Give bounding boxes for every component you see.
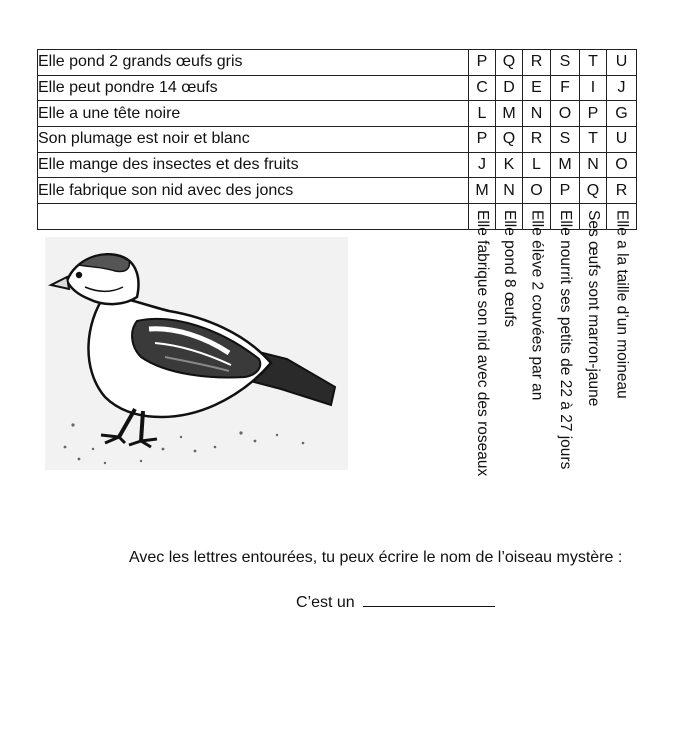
vertical-statement: Elle élève 2 couvées par an: [528, 210, 546, 401]
letter-cell[interactable]: O: [523, 178, 551, 204]
statement-cell: Son plumage est noir et blanc: [38, 127, 469, 153]
letter-cell[interactable]: N: [523, 101, 551, 127]
letter-cell[interactable]: K: [496, 152, 523, 178]
vertical-statement: Elle fabrique son nid avec des roseaux: [473, 210, 491, 477]
letter-cell[interactable]: R: [607, 178, 637, 204]
letter-cell[interactable]: J: [469, 152, 496, 178]
answer-line: [296, 591, 495, 612]
vertical-statement-cell: [580, 204, 607, 407]
letter-cell[interactable]: P: [551, 178, 580, 204]
quiz-row: [38, 101, 637, 127]
answer-blank[interactable]: [363, 591, 495, 607]
letter-cell[interactable]: E: [523, 75, 551, 101]
letter-cell[interactable]: T: [580, 50, 607, 76]
quiz-row: [38, 75, 637, 101]
quiz-row: [38, 152, 637, 178]
vertical-statement-cell: [551, 204, 580, 470]
letter-cell[interactable]: C: [469, 75, 496, 101]
quiz-table: [37, 49, 637, 477]
statement-cell: Elle pond 2 grands œufs gris: [38, 50, 469, 76]
statement-cell: Elle mange des insectes et des fruits: [38, 152, 469, 178]
letter-cell[interactable]: O: [551, 101, 580, 127]
letter-cell[interactable]: R: [523, 50, 551, 76]
letter-cell[interactable]: P: [469, 50, 496, 76]
letter-cell[interactable]: N: [496, 178, 523, 204]
letter-cell[interactable]: Q: [496, 50, 523, 76]
letter-cell[interactable]: F: [551, 75, 580, 101]
statement-cell: Elle a une tête noire: [38, 101, 469, 127]
instruction-text: Avec les lettres entourées, tu peux écrire le nom de l’oiseau mystère :: [129, 549, 623, 566]
vertical-statement-cell: [496, 204, 523, 328]
vertical-statement: Ses œufs sont marron-jaune: [584, 210, 602, 407]
letter-cell[interactable]: M: [551, 152, 580, 178]
letter-cell[interactable]: U: [607, 50, 637, 76]
letter-cell[interactable]: I: [580, 75, 607, 101]
letter-cell[interactable]: L: [469, 101, 496, 127]
letter-cell[interactable]: R: [523, 127, 551, 153]
bird-picture: [45, 237, 348, 470]
bird-illustration: [45, 237, 348, 470]
letter-cell[interactable]: O: [607, 152, 637, 178]
letter-cell[interactable]: L: [523, 152, 551, 178]
statement-cell: Elle fabrique son nid avec des joncs: [38, 178, 469, 204]
vertical-statement-cell: [469, 204, 496, 477]
letter-cell[interactable]: U: [607, 127, 637, 153]
letter-cell[interactable]: P: [469, 127, 496, 153]
image-cell: [38, 204, 469, 230]
letter-cell[interactable]: J: [607, 75, 637, 101]
letter-cell[interactable]: G: [607, 101, 637, 127]
quiz-row: [38, 178, 637, 204]
vertical-statement: Elle nourrit ses petits de 22 à 27 jours: [556, 210, 574, 470]
letter-cell[interactable]: D: [496, 75, 523, 101]
quiz-row: [38, 50, 637, 76]
letter-cell[interactable]: S: [551, 127, 580, 153]
letter-cell[interactable]: Q: [496, 127, 523, 153]
answer-prefix: C’est un: [296, 594, 355, 611]
letter-cell[interactable]: M: [469, 178, 496, 204]
vertical-statement: Elle a la taille d’un moineau: [613, 210, 631, 399]
letter-cell[interactable]: S: [551, 50, 580, 76]
vertical-statement-cell: [523, 204, 551, 401]
letter-cell[interactable]: P: [580, 101, 607, 127]
quiz-row: [38, 127, 637, 153]
letter-cell[interactable]: Q: [580, 178, 607, 204]
letter-cell[interactable]: T: [580, 127, 607, 153]
letter-cell[interactable]: M: [496, 101, 523, 127]
vertical-statement: Elle pond 8 œufs: [500, 210, 518, 328]
vertical-statement-cell: [607, 204, 637, 399]
picture-row: [38, 204, 637, 230]
letter-cell[interactable]: N: [580, 152, 607, 178]
statement-cell: Elle peut pondre 14 œufs: [38, 75, 469, 101]
